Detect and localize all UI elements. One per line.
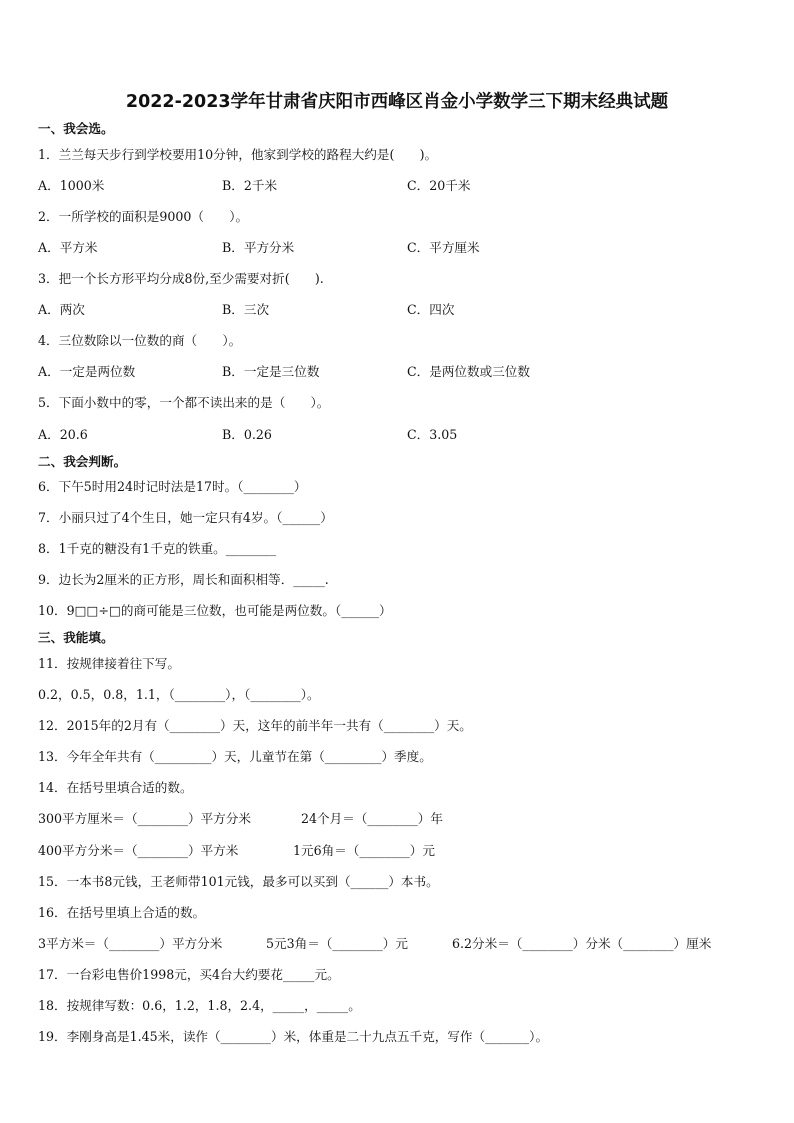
question-10: 10．9□□÷□的商可能是三位数，也可能是两位数。（______） (38, 603, 392, 618)
question-2: 2．一所学校的面积是9000（ ）。 (38, 209, 249, 224)
question-9: 9．边长为2厘米的正方形，周长和面积相等．_____. (38, 572, 329, 587)
question-17: 17．一台彩电售价1998元，买4台大约要花_____元。 (38, 967, 340, 982)
q1-option-a: A．1000米 (38, 178, 105, 193)
q16-item-c: 6.2分米＝（________）分米（________）厘米 (452, 936, 712, 951)
question-12: 12．2015年的2月有（________）天，这年的前半年一共有（________）天。 (38, 718, 472, 733)
question-8: 8．1千克的糖没有1千克的铁重。________ (38, 541, 277, 556)
q16-item-b: 5元3角＝（________）元 (266, 936, 408, 951)
q14-row2-item-a: 400平方分米＝（________）平方米 (38, 843, 239, 858)
q4-option-c: C．是两位数或三位数 (407, 364, 530, 379)
q5-option-c: C．3.05 (407, 427, 458, 442)
q5-option-a: A．20.6 (38, 427, 88, 442)
q2-option-a: A．平方米 (38, 240, 98, 255)
q1-option-c: C．20千米 (407, 178, 471, 193)
q3-option-a: A．两次 (38, 302, 85, 317)
question-7: 7．小丽只过了4个生日，她一定只有4岁。（______） (38, 510, 333, 525)
question-13: 13．今年全年共有（_________）天，儿童节在第（_________）季度。 (38, 749, 432, 764)
page-title: 2022-2023学年甘肃省庆阳市西峰区肖金小学数学三下期末经典试题 (125, 92, 669, 112)
section-heading-choose: 一、我会选。 (38, 121, 114, 136)
q14-row1-item-b: 24个月＝（________）年 (301, 811, 443, 826)
q4-option-b: B．一定是三位数 (222, 364, 320, 379)
question-16: 16．在括号里填上合适的数。 (38, 905, 206, 920)
question-4: 4．三位数除以一位数的商（ ）。 (38, 333, 242, 348)
question-11-sequence: 0.2，0.5，0.8，1.1，（________），（________）。 (38, 687, 320, 702)
q2-option-c: C．平方厘米 (407, 240, 480, 255)
q2-option-b: B．平方分米 (222, 240, 295, 255)
q1-option-b: B．2千米 (222, 178, 278, 193)
question-5: 5．下面小数中的零，一个都不读出来的是（ ）。 (38, 395, 330, 410)
q3-option-c: C．四次 (407, 302, 455, 317)
section-heading-judge: 二、我会判断。 (38, 454, 127, 469)
question-15: 15．一本书8元钱，王老师带101元钱，最多可以买到（______）本书。 (38, 874, 439, 889)
q14-row1-item-a: 300平方厘米＝（________）平方分米 (38, 811, 251, 826)
section-heading-fill: 三、我能填。 (38, 630, 114, 645)
question-19: 19．李刚身高是1.45米，读作（________）米，体重是二十九点五千克，写作（_______）。 (38, 1029, 549, 1044)
q3-option-b: B．三次 (222, 302, 270, 317)
q14-row2-item-b: 1元6角＝（________）元 (293, 843, 435, 858)
q5-option-b: B．0.26 (222, 427, 272, 442)
question-6: 6．下午5时用24时记时法是17时。（________） (38, 479, 307, 494)
question-1: 1．兰兰每天步行到学校要用10分钟，他家到学校的路程大约是( )。 (38, 147, 438, 162)
q4-option-a: A．一定是两位数 (38, 364, 136, 379)
question-14: 14．在括号里填合适的数。 (38, 780, 193, 795)
question-11: 11．按规律接着往下写。 (38, 656, 180, 671)
q16-item-a: 3平方米＝（________）平方分米 (38, 936, 223, 951)
question-18: 18．按规律写数：0.6，1.2，1.8，2.4，_____，_____。 (38, 998, 361, 1013)
question-3: 3．把一个长方形平均分成8份,至少需要对折( ). (38, 271, 324, 286)
